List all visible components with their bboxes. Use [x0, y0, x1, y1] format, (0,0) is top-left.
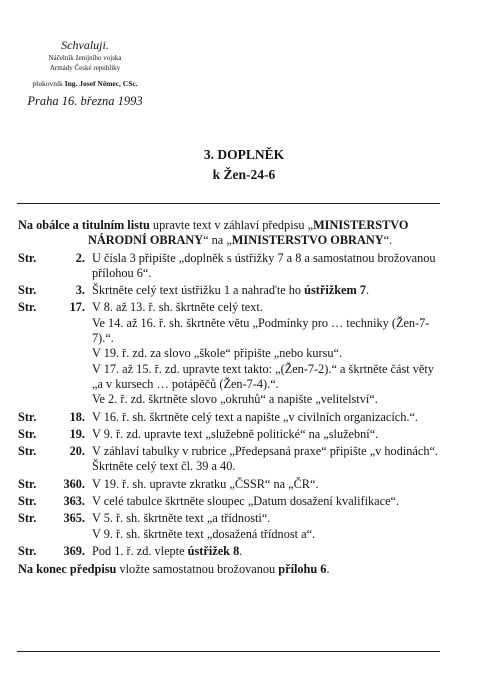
page-number: 2. — [75, 250, 85, 265]
entry-text: Ve 2. ř. zd. škrtněte slovo „okruhů“ a napište „velitelství“. — [92, 392, 378, 407]
entry-body — [92, 511, 442, 542]
entry-text: V 16. ř. sh. škrtněte celý text a napište „v civilních organizacích.“. — [92, 409, 418, 424]
amendment-entry — [18, 477, 442, 492]
entry-line — [92, 346, 442, 361]
intro-connector: “ na „ — [203, 233, 232, 248]
page-label: Str. — [18, 283, 37, 298]
entry-body — [92, 477, 442, 492]
closing-end: . — [326, 562, 330, 577]
entry-text: V 5. ř. sh. škrtněte text „a třídnosti“. — [92, 511, 271, 526]
entry-line — [92, 494, 442, 509]
entry-text: V 19. ř. zd. za slovo „škole“ připište „nebo kursu“. — [92, 346, 343, 361]
entry-body — [92, 251, 442, 282]
intro-instruction — [18, 218, 442, 249]
amendment-entry — [18, 300, 442, 407]
entries-container — [18, 251, 442, 560]
page-number: 17. — [69, 300, 85, 315]
entry-line — [92, 511, 442, 526]
entry-text: Ve 14. až 16. ř. sh. škrtněte větu „Podmínky pro … techniky (Žen-7-7).“. — [92, 315, 430, 346]
entry-bold-text: ústřižek 8 — [187, 543, 240, 558]
page-number: 3. — [75, 283, 85, 298]
approval-title: Schvaluji. — [61, 38, 109, 52]
intro-lead: Na obálce a titulním listu — [18, 218, 150, 232]
amendment-entry — [18, 283, 442, 298]
page-number: 365. — [63, 511, 85, 526]
document-title: 3. DOPLNĚK — [203, 147, 285, 162]
amendment-entry — [18, 444, 442, 475]
page-number: 19. — [69, 426, 85, 441]
entry-body — [92, 300, 442, 407]
page-number: 369. — [63, 543, 85, 558]
amendment-entry — [18, 251, 442, 282]
entry-line — [92, 410, 442, 425]
entry-body — [92, 494, 442, 509]
entry-line — [92, 459, 442, 474]
entry-body — [92, 283, 442, 298]
intro-old-name: MINISTERSTVO NÁRODNÍ OBRANY — [88, 218, 409, 248]
amendment-entry — [18, 410, 442, 425]
entry-line — [92, 392, 442, 407]
page-label: Str. — [18, 494, 37, 509]
entry-line — [92, 444, 442, 459]
entry-text: Škrtněte celý text čl. 39 a 40. — [92, 459, 236, 474]
page-label: Str. — [18, 476, 37, 491]
amendment-entry — [18, 511, 442, 542]
entry-text: V 8. až 13. ř. sh. škrtněte celý text. — [92, 300, 263, 315]
entry-text: V 19. ř. sh. upravte zkratku „ČSSR“ na „ČR“. — [92, 476, 319, 491]
entry-body — [92, 427, 442, 442]
entry-line — [92, 251, 442, 282]
approval-name: Ing. Josef Němec, CSc. — [64, 79, 138, 88]
entry-line — [92, 316, 442, 347]
top-divider — [17, 203, 440, 204]
bottom-divider — [17, 651, 440, 652]
entry-line — [92, 362, 442, 393]
closing-text: vložte samostatnou brožovanou — [116, 562, 279, 577]
amendment-list — [18, 218, 442, 578]
approval-line-1: Náčelník ženijního vojska — [48, 54, 122, 62]
intro-text: upravte text v záhlaví předpisu „ — [149, 218, 314, 232]
page-number: 18. — [69, 409, 85, 424]
entry-line — [92, 300, 442, 315]
closing-attachment: přílohu 6 — [278, 562, 327, 577]
entry-line — [92, 527, 442, 542]
amendment-entry — [18, 494, 442, 509]
entry-text: U čísla 3 připište „doplněk s ústřižky 7 a 8 a samostatnou brožovanou přílohou 6“. — [92, 250, 436, 280]
intro-end: “. — [383, 233, 393, 248]
page-number: 360. — [63, 476, 85, 491]
entry-text: Škrtněte celý text ústřižku 1 a nahraďte ho — [92, 283, 305, 298]
closing-lead: Na konec předpisu — [18, 562, 117, 577]
entry-end: . — [239, 543, 243, 558]
entry-bold-text: ústřižkem 7 — [304, 283, 366, 298]
entry-text: V záhlaví tabulky v rubrice „Předepsaná praxe“ připište „v hodinách“. — [92, 444, 438, 459]
page-number: 20. — [69, 444, 85, 459]
intro-new-name: MINISTERSTVO OBRANY — [231, 233, 384, 248]
amendment-entry — [18, 427, 442, 442]
approval-block — [15, 38, 155, 109]
document-subtitle: k Žen-24-6 — [212, 167, 276, 182]
page-label: Str. — [18, 300, 37, 315]
page-number: 363. — [63, 494, 85, 509]
entry-text: V celé tabulce škrtněte sloupec „Datum dosažení kvalifikace“. — [92, 494, 400, 509]
page-label: Str. — [18, 409, 37, 424]
entry-body — [92, 444, 442, 475]
entry-end: . — [365, 283, 370, 298]
entry-line — [92, 427, 442, 442]
page-label: Str. — [18, 426, 37, 441]
entry-body — [92, 410, 442, 425]
entry-text: V 17. až 15. ř. zd. upravte text takto: „(Žen-7-2).“ a škrtněte část věty „a v kursech … potápěčů (Žen-7-4).“. — [92, 361, 434, 391]
closing-instruction — [18, 562, 442, 577]
approval-signatory — [15, 78, 155, 90]
entry-line — [92, 544, 442, 559]
approval-line-2: Armády České republiky — [49, 64, 121, 72]
entry-line — [92, 477, 442, 492]
entry-line — [92, 283, 442, 298]
entry-text: Pod 1. ř. zd. vlepte — [92, 543, 188, 558]
page-label: Str. — [18, 250, 37, 265]
page-label: Str. — [18, 511, 37, 526]
approval-date: Praha 16. března 1993 — [27, 94, 143, 108]
amendment-entry — [18, 544, 442, 559]
page-label: Str. — [18, 543, 37, 558]
entry-body — [92, 544, 442, 559]
page-label: Str. — [18, 444, 37, 459]
approval-rank: plukovník — [32, 79, 63, 88]
entry-text: V 9. ř. zd. upravte text „služebně politické“ na „služební“. — [92, 426, 379, 441]
entry-text: V 9. ř. sh. škrtněte text „dosažená třídnost a“. — [92, 526, 316, 541]
